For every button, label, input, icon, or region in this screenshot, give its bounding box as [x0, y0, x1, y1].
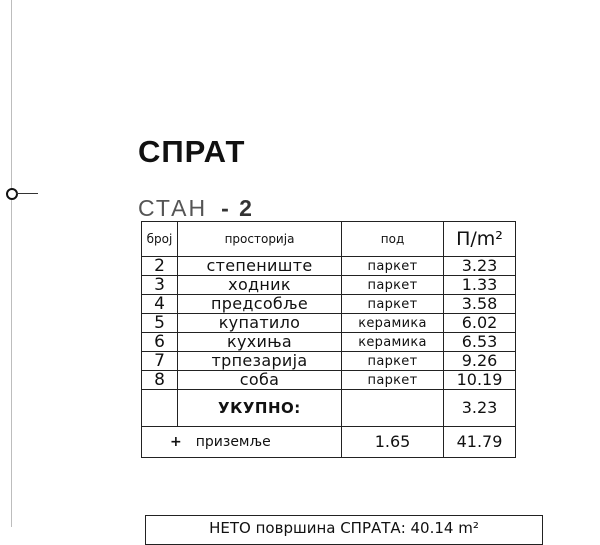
- row-floor: керамика: [342, 333, 444, 352]
- row-room: трпезарија: [178, 352, 342, 371]
- ground-floor-row: [142, 427, 516, 458]
- row-area: 10.19: [444, 371, 516, 390]
- header-number: број: [142, 222, 178, 257]
- row-floor: паркет: [342, 276, 444, 295]
- table-row: [142, 257, 516, 276]
- margin-tick-line: [16, 193, 38, 194]
- apartment-label: СТАН: [138, 195, 208, 221]
- table-row: [142, 371, 516, 390]
- row-number: 3: [142, 276, 178, 295]
- page-margin-line: [11, 0, 12, 527]
- circle-marker-icon: [6, 188, 18, 200]
- total-floor-cell: [342, 390, 444, 427]
- row-area: 6.02: [444, 314, 516, 333]
- row-room: ходник: [178, 276, 342, 295]
- table-row: [142, 314, 516, 333]
- table-header-row: [142, 222, 516, 257]
- row-room: степениште: [178, 257, 342, 276]
- row-floor: паркет: [342, 257, 444, 276]
- row-room: купатило: [178, 314, 342, 333]
- row-area: 1.33: [444, 276, 516, 295]
- table-row: [142, 333, 516, 352]
- rooms-table: [141, 221, 516, 458]
- total-row: [142, 390, 516, 427]
- row-number: 8: [142, 371, 178, 390]
- row-room: соба: [178, 371, 342, 390]
- total-label: УКУПНО:: [178, 390, 342, 427]
- row-number: 2: [142, 257, 178, 276]
- row-floor: паркет: [342, 295, 444, 314]
- row-number: 6: [142, 333, 178, 352]
- row-number: 7: [142, 352, 178, 371]
- table-row: [142, 295, 516, 314]
- header-floor: под: [342, 222, 444, 257]
- row-floor: паркет: [342, 371, 444, 390]
- plus-sign: +: [170, 434, 182, 450]
- ground-floor-value: 1.65: [342, 427, 444, 458]
- total-number-cell: [142, 390, 178, 427]
- ground-floor-area: 41.79: [444, 427, 516, 458]
- header-area: П/m²: [444, 222, 516, 257]
- total-area: 3.23: [444, 390, 516, 427]
- apartment-heading: [138, 195, 254, 222]
- row-room: предсобље: [178, 295, 342, 314]
- row-room: кухиња: [178, 333, 342, 352]
- row-number: 5: [142, 314, 178, 333]
- table-row: [142, 352, 516, 371]
- apartment-number: - 2: [221, 195, 254, 221]
- ground-floor-text: приземље: [195, 434, 271, 450]
- row-area: 3.23: [444, 257, 516, 276]
- row-floor: керамика: [342, 314, 444, 333]
- row-area: 9.26: [444, 352, 516, 371]
- page-title: СПРАТ: [138, 134, 246, 169]
- net-area-summary: НЕТО површина СПРАТА: 40.14 m²: [145, 515, 543, 545]
- header-room: просторија: [178, 222, 342, 257]
- row-area: 6.53: [444, 333, 516, 352]
- table-row: [142, 276, 516, 295]
- row-number: 4: [142, 295, 178, 314]
- ground-floor-label: [142, 427, 342, 458]
- row-area: 3.58: [444, 295, 516, 314]
- row-floor: паркет: [342, 352, 444, 371]
